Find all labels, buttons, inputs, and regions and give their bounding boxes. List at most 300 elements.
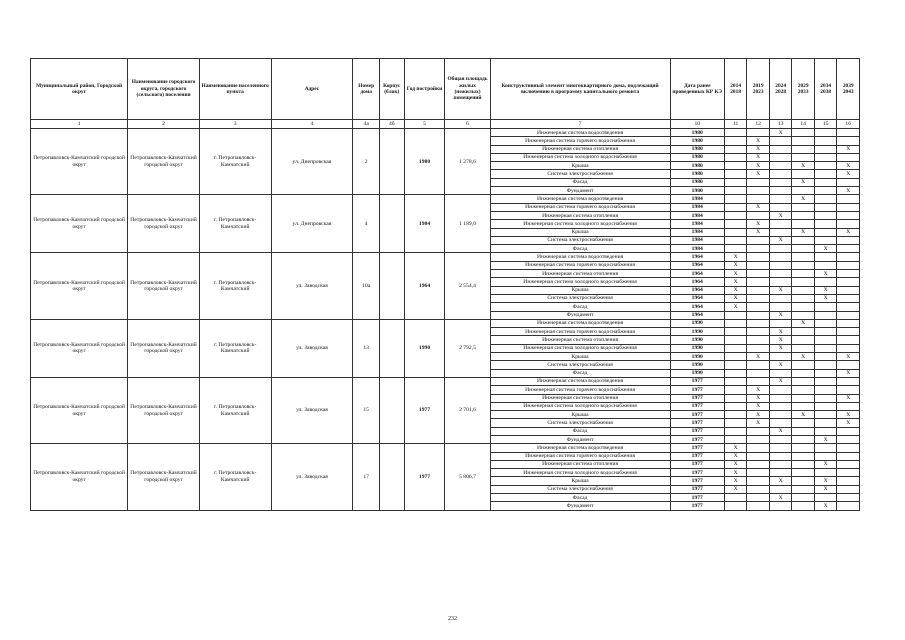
repair-date-cell: 1990 [670, 328, 724, 336]
column-number-cell: 15 [814, 120, 837, 129]
period-mark-cell [724, 502, 747, 510]
period-mark-cell [814, 444, 837, 452]
period-mark-cell [814, 336, 837, 344]
block-cell [379, 377, 404, 443]
period-mark-cell [814, 353, 837, 361]
period-mark-cell [724, 336, 747, 344]
element-name-cell: Фундамент [490, 187, 670, 195]
element-name-cell: Фасад [490, 245, 670, 253]
period-mark-cell [792, 494, 815, 502]
element-name-cell: Инженерная система отопления [490, 336, 670, 344]
period-mark-cell [747, 211, 770, 219]
element-name-cell: Инженерная система горячего водоснабжения [490, 452, 670, 460]
period-mark-cell [814, 469, 837, 477]
period-mark-cell [814, 220, 837, 228]
period-mark-cell [837, 253, 860, 261]
period-mark-cell: X [769, 477, 792, 485]
element-name-cell: Инженерная система водоотведения [490, 253, 670, 261]
period-mark-cell: X [724, 444, 747, 452]
repair-date-cell: 1977 [670, 485, 724, 493]
repair-date-cell: 1964 [670, 253, 724, 261]
period-mark-cell: X [814, 502, 837, 510]
period-mark-cell [792, 460, 815, 468]
repair-date-cell: 1984 [670, 220, 724, 228]
period-mark-cell [747, 377, 770, 385]
period-mark-cell [747, 319, 770, 327]
repair-date-cell: 1964 [670, 303, 724, 311]
repair-date-cell: 1977 [670, 469, 724, 477]
element-name-cell: Фасад [490, 303, 670, 311]
element-name-cell: Крыша [490, 228, 670, 236]
element-name-cell: Фасад [490, 178, 670, 186]
period-mark-cell [792, 386, 815, 394]
period-mark-cell [769, 369, 792, 377]
period-mark-cell: X [814, 286, 837, 294]
block-cell [379, 444, 404, 510]
period-mark-cell [814, 187, 837, 195]
period-mark-cell [792, 311, 815, 319]
period-mark-cell: X [837, 394, 860, 402]
period-mark-cell [747, 460, 770, 468]
period-mark-cell [792, 253, 815, 261]
period-mark-cell [769, 162, 792, 170]
column-number-cell: 13 [769, 120, 792, 129]
period-mark-cell [724, 394, 747, 402]
period-mark-cell [792, 236, 815, 244]
repair-date-cell: 1980 [670, 178, 724, 186]
area-cell: 1 278,6 [445, 129, 490, 195]
period-mark-cell [837, 294, 860, 302]
period-mark-cell [724, 145, 747, 153]
period-mark-cell [792, 328, 815, 336]
period-mark-cell [769, 270, 792, 278]
period-mark-cell: X [814, 460, 837, 468]
period-mark-cell [724, 419, 747, 427]
period-mark-cell [769, 469, 792, 477]
period-mark-cell [769, 386, 792, 394]
element-name-cell: Фундамент [490, 502, 670, 510]
period-mark-cell [837, 427, 860, 435]
element-name-cell: Фундамент [490, 435, 670, 443]
locality-cell: г. Петропавловск-Камчатский [199, 253, 271, 319]
period-mark-cell: X [792, 319, 815, 327]
street-cell: ул. Днепровская [271, 195, 353, 253]
period-mark-cell: X [769, 129, 792, 137]
period-mark-cell: X [747, 170, 770, 178]
column-number-cell: 14 [792, 120, 815, 129]
period-mark-cell [747, 245, 770, 253]
district-cell: Петропавловск-Камчатский городской округ [31, 444, 128, 510]
period-mark-cell [747, 336, 770, 344]
period-mark-cell [724, 203, 747, 211]
period-mark-cell [769, 145, 792, 153]
period-mark-cell: X [769, 236, 792, 244]
element-name-cell: Фасад [490, 494, 670, 502]
period-mark-cell [792, 477, 815, 485]
period-mark-cell: X [814, 294, 837, 302]
period-mark-cell: X [814, 477, 837, 485]
element-name-cell: Крыша [490, 353, 670, 361]
period-mark-cell [837, 195, 860, 203]
period-mark-cell [747, 195, 770, 203]
element-name-cell: Инженерная система водоотведения [490, 195, 670, 203]
settlement-cell: Петропавловск-Камчатский городской округ [128, 377, 200, 443]
period-mark-cell [837, 153, 860, 161]
period-mark-cell: X [792, 162, 815, 170]
period-mark-cell [724, 228, 747, 236]
element-name-cell: Система электроснабжения [490, 236, 670, 244]
repair-date-cell: 1984 [670, 203, 724, 211]
repair-date-cell: 1977 [670, 386, 724, 394]
period-mark-cell [769, 353, 792, 361]
period-mark-cell [747, 369, 770, 377]
period-mark-cell [769, 278, 792, 286]
period-mark-cell [769, 137, 792, 145]
period-mark-cell [837, 402, 860, 410]
period-mark-cell [792, 502, 815, 510]
header-cell: Муниципальный район, Городской округ [31, 59, 128, 120]
header-cell: Наименование населенного пункта [199, 59, 271, 120]
period-mark-cell [724, 137, 747, 145]
period-mark-cell [724, 311, 747, 319]
repair-date-cell: 1984 [670, 245, 724, 253]
period-mark-cell [837, 502, 860, 510]
period-mark-cell: X [837, 162, 860, 170]
period-mark-cell [814, 328, 837, 336]
period-mark-cell [724, 344, 747, 352]
build-year-cell: 1977 [404, 377, 445, 443]
period-mark-cell [792, 452, 815, 460]
header-cell: Адрес [271, 59, 353, 120]
period-mark-cell [724, 369, 747, 377]
period-mark-cell [792, 278, 815, 286]
period-mark-cell: X [747, 145, 770, 153]
period-mark-cell [792, 377, 815, 385]
build-year-cell: 1984 [404, 195, 445, 253]
period-mark-cell [837, 211, 860, 219]
period-mark-cell: X [747, 153, 770, 161]
period-mark-cell [747, 129, 770, 137]
period-mark-cell: X [747, 162, 770, 170]
element-name-cell: Система электроснабжения [490, 419, 670, 427]
period-mark-cell [769, 485, 792, 493]
table-row [31, 129, 860, 137]
period-mark-cell: X [747, 137, 770, 145]
period-mark-cell [792, 402, 815, 410]
period-mark-cell [837, 477, 860, 485]
period-mark-cell [747, 236, 770, 244]
header-cell: 2024 2028 [769, 59, 792, 120]
period-mark-cell: X [724, 294, 747, 302]
period-mark-cell [792, 427, 815, 435]
period-mark-cell: X [724, 303, 747, 311]
period-mark-cell [837, 336, 860, 344]
locality-cell: г. Петропавловск-Камчатский [199, 195, 271, 253]
period-mark-cell: X [724, 477, 747, 485]
repair-date-cell: 1990 [670, 369, 724, 377]
period-mark-cell: X [769, 328, 792, 336]
repair-date-cell: 1977 [670, 419, 724, 427]
period-mark-cell [724, 195, 747, 203]
period-mark-cell: X [792, 228, 815, 236]
district-cell: Петропавловск-Камчатский городской округ [31, 319, 128, 377]
period-mark-cell: X [792, 411, 815, 419]
period-mark-cell [792, 211, 815, 219]
header-cell: Конструктивный элемент многоквартирного дома, подлежащий включению в программу капитального ремонта [490, 59, 670, 120]
period-mark-cell [769, 419, 792, 427]
period-mark-cell: X [724, 452, 747, 460]
settlement-cell: Петропавловск-Камчатский городской округ [128, 129, 200, 195]
period-mark-cell [724, 211, 747, 219]
period-mark-cell [724, 402, 747, 410]
repair-date-cell: 1977 [670, 435, 724, 443]
repair-date-cell: 1980 [670, 162, 724, 170]
period-mark-cell [769, 303, 792, 311]
period-mark-cell [769, 394, 792, 402]
period-mark-cell [814, 402, 837, 410]
district-cell: Петропавловск-Камчатский городской округ [31, 377, 128, 443]
period-mark-cell [724, 377, 747, 385]
repair-date-cell: 1977 [670, 394, 724, 402]
repair-date-cell: 1990 [670, 353, 724, 361]
period-mark-cell [837, 278, 860, 286]
house-number-cell: 15 [353, 377, 380, 443]
header-cell: 2029 2033 [792, 59, 815, 120]
period-mark-cell [792, 137, 815, 145]
period-mark-cell [814, 303, 837, 311]
period-mark-cell [837, 469, 860, 477]
block-cell [379, 253, 404, 319]
element-name-cell: Инженерная система водоотведения [490, 129, 670, 137]
period-mark-cell [814, 311, 837, 319]
period-mark-cell [724, 328, 747, 336]
period-mark-cell [769, 444, 792, 452]
district-cell: Петропавловск-Камчатский городской округ [31, 129, 128, 195]
element-name-cell: Инженерная система отопления [490, 460, 670, 468]
period-mark-cell [724, 319, 747, 327]
period-mark-cell [769, 502, 792, 510]
column-number-cell: 4б [379, 120, 404, 129]
period-mark-cell [769, 195, 792, 203]
period-mark-cell: X [747, 411, 770, 419]
repair-date-cell: 1990 [670, 319, 724, 327]
area-cell: 1 189,0 [445, 195, 490, 253]
column-number-cell: 4а [353, 120, 380, 129]
element-name-cell: Инженерная система отопления [490, 394, 670, 402]
period-mark-cell [747, 311, 770, 319]
element-name-cell: Система электроснабжения [490, 485, 670, 493]
period-mark-cell [792, 469, 815, 477]
period-mark-cell [837, 236, 860, 244]
period-mark-cell: X [837, 187, 860, 195]
period-mark-cell [814, 261, 837, 269]
column-number-cell: 3 [199, 120, 271, 129]
period-mark-cell [837, 203, 860, 211]
period-mark-cell [724, 245, 747, 253]
column-number-cell: 1 [31, 120, 128, 129]
period-mark-cell [769, 261, 792, 269]
period-mark-cell [792, 435, 815, 443]
header-cell: 2019 2023 [747, 59, 770, 120]
period-mark-cell [724, 187, 747, 195]
element-name-cell: Система электроснабжения [490, 361, 670, 369]
header-cell: 2034 2038 [814, 59, 837, 120]
build-year-cell: 1964 [404, 253, 445, 319]
period-mark-cell [747, 452, 770, 460]
settlement-cell: Петропавловск-Камчатский городской округ [128, 444, 200, 510]
settlement-cell: Петропавловск-Камчатский городской округ [128, 195, 200, 253]
period-mark-cell [769, 153, 792, 161]
repair-date-cell: 1984 [670, 236, 724, 244]
period-mark-cell [792, 444, 815, 452]
period-mark-cell [747, 278, 770, 286]
repair-date-cell: 1977 [670, 452, 724, 460]
period-mark-cell [837, 303, 860, 311]
element-name-cell: Инженерная система горячего водоснабжения [490, 386, 670, 394]
repair-date-cell: 1977 [670, 460, 724, 468]
period-mark-cell [814, 203, 837, 211]
period-mark-cell: X [814, 485, 837, 493]
period-mark-cell [814, 236, 837, 244]
period-mark-cell [792, 245, 815, 253]
element-name-cell: Инженерная система водоотведения [490, 377, 670, 385]
repair-date-cell: 1980 [670, 129, 724, 137]
period-mark-cell [747, 427, 770, 435]
period-mark-cell [837, 261, 860, 269]
element-name-cell: Инженерная система холодного водоснабжения [490, 278, 670, 286]
period-mark-cell [814, 361, 837, 369]
period-mark-cell [814, 162, 837, 170]
period-mark-cell [747, 178, 770, 186]
header-cell: 2039 2043 [837, 59, 860, 120]
period-mark-cell [747, 328, 770, 336]
period-mark-cell: X [814, 245, 837, 253]
period-mark-cell [769, 402, 792, 410]
element-name-cell: Фасад [490, 427, 670, 435]
period-mark-cell [792, 369, 815, 377]
element-name-cell: Крыша [490, 162, 670, 170]
period-mark-cell [792, 129, 815, 137]
period-mark-cell [792, 394, 815, 402]
table-header [31, 59, 860, 129]
street-cell: ул. Днепровская [271, 129, 353, 195]
period-mark-cell [792, 187, 815, 195]
settlement-cell: Петропавловск-Камчатский городской округ [128, 253, 200, 319]
repair-date-cell: 1977 [670, 477, 724, 485]
period-mark-cell [747, 494, 770, 502]
header-cell: Общая площадь жилых (нежилых) помещений [445, 59, 490, 120]
period-mark-cell [792, 153, 815, 161]
header-cell: Дата ранее проведенных КР КЭ [670, 59, 724, 120]
period-mark-cell: X [747, 203, 770, 211]
period-mark-cell [747, 435, 770, 443]
period-mark-cell [747, 270, 770, 278]
period-mark-cell [747, 477, 770, 485]
period-mark-cell [724, 361, 747, 369]
period-mark-cell: X [837, 170, 860, 178]
period-mark-cell: X [837, 145, 860, 153]
element-name-cell: Крыша [490, 411, 670, 419]
column-number-cell: 5 [404, 120, 445, 129]
element-name-cell: Инженерная система холодного водоснабжения [490, 344, 670, 352]
period-mark-cell [724, 411, 747, 419]
period-mark-cell [792, 303, 815, 311]
period-mark-cell [747, 344, 770, 352]
period-mark-cell: X [724, 253, 747, 261]
column-number-cell: 6 [445, 120, 490, 129]
period-mark-cell [769, 203, 792, 211]
repair-date-cell: 1977 [670, 402, 724, 410]
repair-date-cell: 1977 [670, 444, 724, 452]
repair-date-cell: 1980 [670, 137, 724, 145]
period-mark-cell [837, 137, 860, 145]
period-mark-cell [814, 394, 837, 402]
period-mark-cell: X [747, 394, 770, 402]
column-number-cell: 12 [747, 120, 770, 129]
element-name-cell: Инженерная система отопления [490, 145, 670, 153]
period-mark-cell: X [792, 195, 815, 203]
period-mark-cell [814, 170, 837, 178]
period-mark-cell [769, 228, 792, 236]
period-mark-cell [837, 452, 860, 460]
period-mark-cell: X [769, 377, 792, 385]
element-name-cell: Инженерная система горячего водоснабжения [490, 203, 670, 211]
area-cell: 2 554,4 [445, 253, 490, 319]
period-mark-cell [814, 377, 837, 385]
period-mark-cell [769, 245, 792, 253]
repair-date-cell: 1977 [670, 411, 724, 419]
period-mark-cell [724, 162, 747, 170]
period-mark-cell [792, 270, 815, 278]
street-cell: ул. Заводская [271, 377, 353, 443]
period-mark-cell: X [814, 435, 837, 443]
header-cell: Номер дома [353, 59, 380, 120]
period-mark-cell: X [724, 460, 747, 468]
period-mark-cell: X [769, 211, 792, 219]
period-mark-cell [814, 344, 837, 352]
period-mark-cell [724, 427, 747, 435]
period-mark-cell [814, 137, 837, 145]
period-mark-cell [724, 494, 747, 502]
period-mark-cell [814, 253, 837, 261]
repair-date-cell: 1964 [670, 311, 724, 319]
period-mark-cell [814, 211, 837, 219]
period-mark-cell: X [724, 485, 747, 493]
period-mark-cell [814, 145, 837, 153]
period-mark-cell: X [837, 228, 860, 236]
period-mark-cell [792, 145, 815, 153]
element-name-cell: Фасад [490, 369, 670, 377]
area-cell: 5 806,7 [445, 444, 490, 510]
street-cell: ул. Заводская [271, 253, 353, 319]
element-name-cell: Инженерная система горячего водоснабжения [490, 328, 670, 336]
repair-date-cell: 1964 [670, 270, 724, 278]
period-mark-cell [747, 444, 770, 452]
column-number-cell: 4 [271, 120, 353, 129]
period-mark-cell [837, 178, 860, 186]
header-cell: 2014 2018 [724, 59, 747, 120]
street-cell: ул. Заводская [271, 444, 353, 510]
period-mark-cell [792, 419, 815, 427]
header-cell: Корпус (блок) [379, 59, 404, 120]
period-mark-cell [837, 377, 860, 385]
period-mark-cell [814, 419, 837, 427]
column-number-row [31, 120, 860, 129]
period-mark-cell: X [724, 278, 747, 286]
period-mark-cell [814, 411, 837, 419]
column-number-cell: 2 [128, 120, 200, 129]
locality-cell: г. Петропавловск-Камчатский [199, 129, 271, 195]
